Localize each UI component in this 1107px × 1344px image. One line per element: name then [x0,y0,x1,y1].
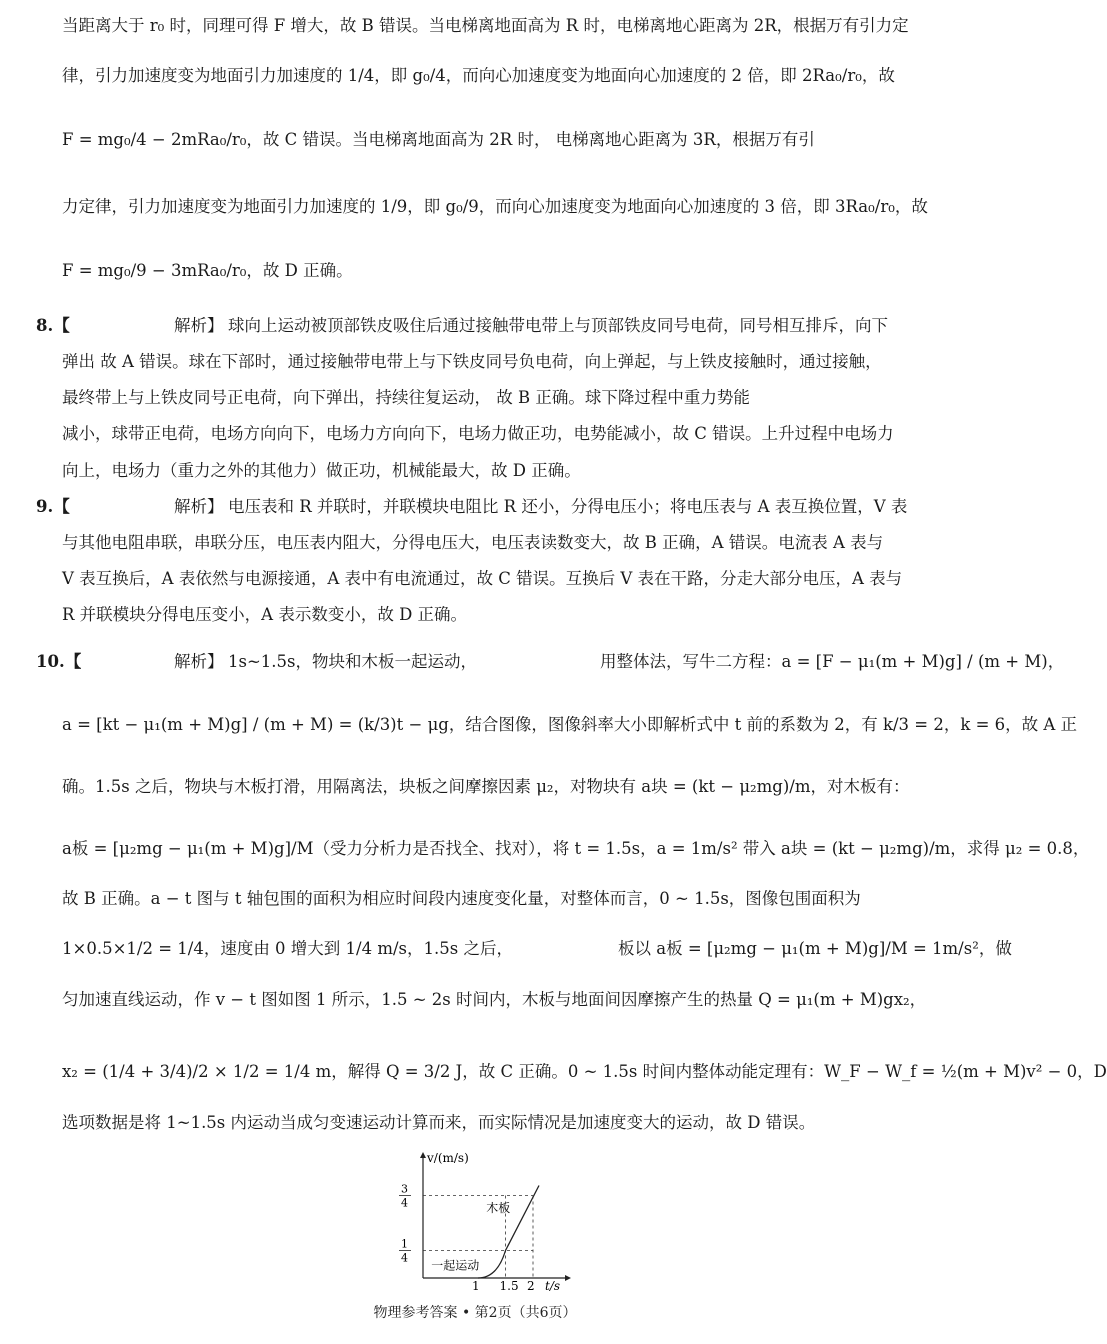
y-tick-denominator: 4 [401,1196,408,1210]
vt-graph-svg [395,1150,575,1293]
q7-line-5: F = mg₀/9 − 3mRa₀/r₀，故 D 正确。 [62,261,353,280]
q9-line-4: R 并联模块分得电压变小，A 表示数变小，故 D 正确。 [62,605,468,624]
y-tick-numerator: 3 [401,1182,408,1196]
q8-line-5: 向上，电场力（重力之外的其他力）做正功，机械能最大，故 D 正确。 [62,461,581,480]
q8-label: 解析】 [174,316,224,335]
q10-label: 解析】 [174,652,224,671]
q10-number: 10.【 [36,652,82,671]
y-axis-label: v/(m/s) [427,1151,469,1165]
series-line-board [506,1186,540,1251]
q8-line-3: 最终带上与上铁皮同号正电荷，向下弹出，持续往复运动， 故 B 正确。球下降过程中重力势能 [62,388,750,407]
q10-line-9: 选项数据是将 1~1.5s 内运动当成匀变速运动计算而来，而实际情况是加速度变大的运动，故 D 错误。 [62,1113,816,1132]
q9-label: 解析】 [174,497,224,516]
q8-line-2: 弹出 故 A 错误。球在下部时，通过接触带电带上与下铁皮同号负电荷，向上弹起，与上铁皮接触时，通过接触， [62,352,882,371]
x-axis-label: t/s [545,1279,561,1293]
q10-line-8: x₂ = (1/4 + 3/4)/2 × 1/2 = 1/4 m，解得 Q = 3/2 J，故 C 正确。0 ~ 1.5s 时间内整体动能定理有：W_F − W_f = ½(m + M)v² − 0，D [62,1062,1107,1081]
q7-line-1: 当距离大于 r₀ 时，同理可得 F 增大，故 B 错误。当电梯离地面高为 R 时，电梯离地心距离为 2R，根据万有引力定 [62,16,909,35]
q10-line-6b: 板以 a板 = [μ₂mg − μ₁(m + M)g]/M = 1m/s²，做 [618,939,1012,958]
x-tick-label: 1 [472,1279,480,1293]
x-axis-arrow [565,1275,571,1281]
q10-line-6a: 1×0.5×1/2 = 1/4，速度由 0 增大到 1/4 m/s，1.5s 之后， [62,939,513,958]
q9-line-2: 与其他电阻串联，串联分压，电压表内阻大，分得电压大，电压表读数变大，故 B 正确，A 错误。电流表 A 表与 [62,533,884,552]
vt-graph [395,1150,575,1293]
page-footer: 物理参考答案 • 第2页（共6页） [373,1305,577,1321]
q7-line-2: 律，引力加速度变为地面引力加速度的 1/4，即 g₀/4，而向心加速度变为地面向心加速度的 2 倍，即 2Ra₀/r₀，故 [62,66,895,85]
q10-line-1b: 用整体法，写牛二方程：a = [F − μ₁(m + M)g] / (m + M)， [600,652,1065,671]
q10-line-3: 确。1.5s 之后，物块与木板打滑，用隔离法，块板之间摩擦因素 μ₂，对物块有 a块 = (kt − μ₂mg)/m，对木板有： [62,777,910,796]
y-axis-arrow [420,1152,426,1158]
q7-line-3: F = mg₀/4 − 2mRa₀/r₀，故 C 错误。当电梯离地面高为 2R 时， 电梯离地心距离为 3R，根据万有引 [62,130,815,149]
y-tick-numerator: 1 [401,1237,408,1251]
q8-line-4: 减小，球带正电荷，电场方向向下，电场力方向向下，电场力做正功，电势能减小，故 C 错误。上升过程中电场力 [62,424,894,443]
y-tick-denominator: 4 [401,1251,408,1265]
q7-line-4: 力定律，引力加速度变为地面引力加速度的 1/9，即 g₀/9，而向心加速度变为地面向心加速度的 3 倍，即 3Ra₀/r₀，故 [62,197,928,216]
q9-line-1: 电压表和 R 并联时，并联模块电阻比 R 还小，分得电压小；将电压表与 A 表互换位置，V 表 [228,497,908,516]
q9-number: 9.【 [36,497,70,516]
q10-line-1a: 1s~1.5s，物块和木板一起运动， [228,652,477,671]
q8-line-1: 球向上运动被顶部铁皮吸住后通过接触带电带上与顶部铁皮同号电荷，同号相互排斥，向下 [228,316,888,335]
q10-line-7: 匀加速直线运动，作 v − t 图如图 1 所示，1.5 ~ 2s 时间内，木板与地面间因摩擦产生的热量 Q = μ₁(m + M)gx₂， [62,990,927,1009]
q10-line-5: 故 B 正确。a − t 图与 t 轴包围的面积为相应时间段内速度变化量，对整体而言，0 ~ 1.5s，图像包围面积为 [62,889,861,908]
q8-number: 8.【 [36,316,70,335]
q10-line-4: a板 = [μ₂mg − μ₁(m + M)g]/M（受力分析力是否找全、找对），将 t = 1.5s，a = 1m/s² 带入 a块 = (kt − μ₂mg)/m，求得 μ₂ = 0.8， [62,839,1090,858]
annotation-together: 一起运动 [431,1258,480,1273]
x-tick-label: 1.5 [499,1279,519,1293]
annotation-board: 木板 [486,1201,511,1215]
series-line-together [478,1251,506,1279]
x-tick-label: 2 [527,1279,535,1293]
q10-line-2: a = [kt − μ₁(m + M)g] / (m + M) = (k/3)t − μg，结合图像，图像斜率大小即解析式中 t 前的系数为 2，有 k/3 = 2，k = 6，故 A 正 [62,715,1078,734]
q9-line-3: V 表互换后，A 表依然与电源接通，A 表中有电流通过，故 C 错误。互换后 V 表在干路，分走大部分电压，A 表与 [62,569,903,588]
